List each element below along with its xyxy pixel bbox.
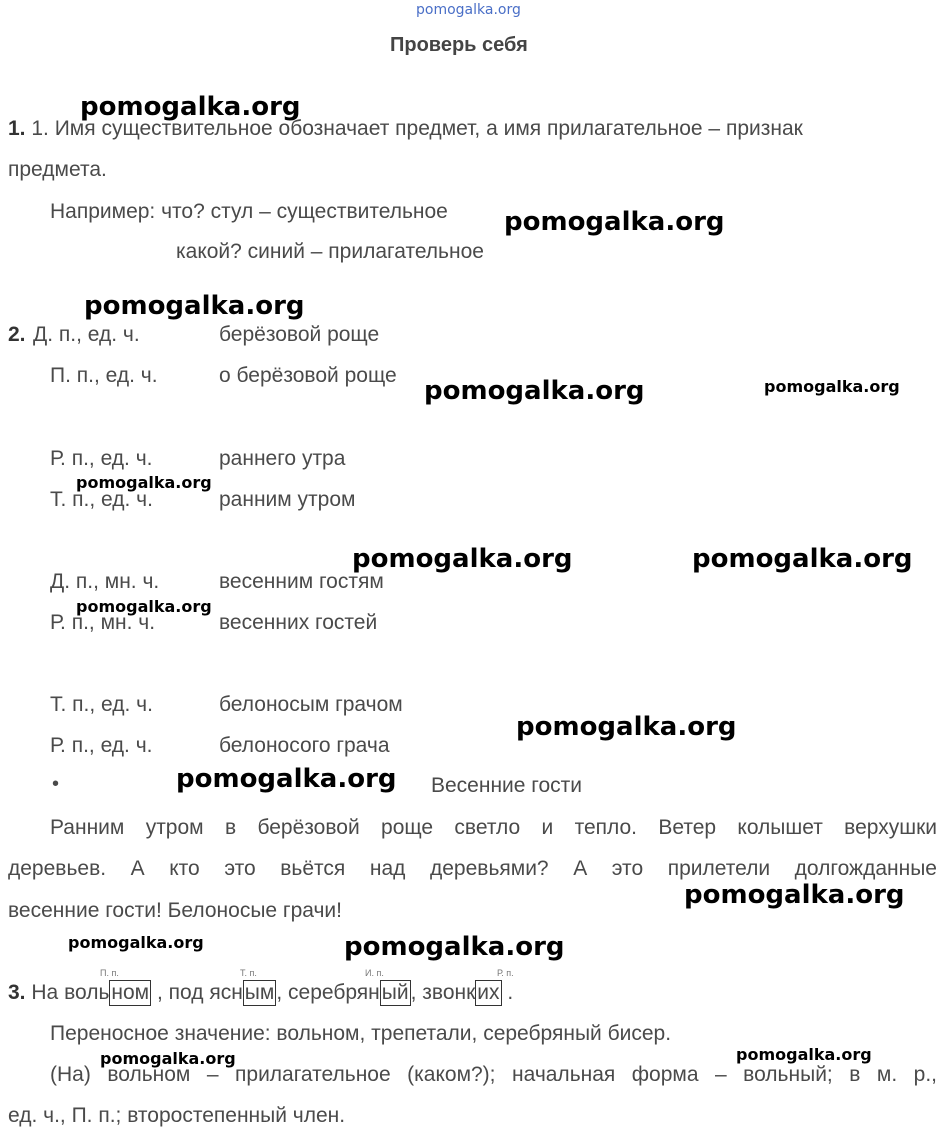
page-title: Проверь себя [390, 34, 528, 56]
story-line2: деревьев. А кто это вьётся над деревьями? А это прилетели долгожданные [8, 857, 937, 880]
case-label: Д. п., мн. ч. [50, 570, 160, 593]
case-superscript: Р. п. [497, 968, 514, 978]
case-label: Р. п., мн. ч. [50, 611, 156, 634]
watermark: pomogalka.org [76, 473, 212, 492]
word-serebryanyy [288, 981, 411, 1004]
ending-box: ый [381, 981, 409, 1004]
watermark: pomogalka.org [100, 1049, 236, 1068]
word-stem: серебрян [288, 981, 380, 1004]
word-volnom [64, 981, 151, 1004]
watermark: pomogalka.org [80, 92, 301, 122]
task3-phrase [8, 980, 513, 1006]
word-stem: звонк [422, 981, 476, 1004]
watermark: pomogalka.org [764, 377, 900, 396]
word-stem: воль [64, 981, 110, 1004]
word-yasnym [209, 981, 276, 1004]
word: , под [156, 981, 204, 1004]
phrase: весенних гостей [219, 611, 378, 634]
case-label: Т. п., ед. ч. [50, 693, 153, 716]
story-title: Весенние гости [431, 774, 583, 797]
site-link[interactable]: pomogalka.org [416, 2, 521, 18]
watermark: pomogalka.org [352, 544, 573, 574]
case-superscript: Т. п. [240, 968, 257, 978]
watermark: pomogalka.org [176, 764, 397, 794]
phrase: о берёзовой роще [219, 364, 397, 387]
task3-number: 3. [8, 981, 26, 1004]
word: На [31, 981, 59, 1004]
phrase: ранним утром [219, 488, 356, 511]
case-label: Т. п., ед. ч. [50, 488, 153, 511]
story-line3: весенние гости! Белоносые грачи! [8, 899, 342, 922]
story-line1: Ранним утром в берёзовой роще светло и тепло. Ветер колышет верхушки [50, 816, 937, 839]
watermark: pomogalka.org [516, 712, 737, 742]
task1-example-line1: Например: что? стул – существительное [50, 200, 448, 223]
ending-box: ым [244, 981, 275, 1004]
case-label: Р. п., ед. ч. [50, 734, 153, 757]
task1-number: 1. [8, 117, 26, 140]
phrase: белоносым грачом [219, 693, 403, 716]
analysis-line2: ед. ч., П. п.; второстепенный член. [8, 1104, 346, 1127]
watermark: pomogalka.org [692, 544, 913, 574]
ending-box: их [477, 981, 500, 1004]
task1-line2: предмета. [8, 158, 107, 181]
word-stem: ясн [209, 981, 243, 1004]
bullet-marker: • [52, 773, 60, 795]
phrase: белоносого грача [219, 734, 390, 757]
comma: , [276, 981, 283, 1004]
watermark: pomogalka.org [84, 291, 305, 321]
watermark: pomogalka.org [344, 932, 565, 962]
case-label: Д. п., ед. ч. [33, 323, 140, 346]
period: . [507, 981, 514, 1004]
phrase: весенним гостям [219, 570, 384, 593]
watermark: pomogalka.org [76, 597, 212, 616]
case-label: Р. п., ед. ч. [50, 447, 153, 470]
task1-text: 1. Имя существительное обозначает предмет, а имя прилагательное – признак [31, 117, 803, 140]
word-zvonkih [422, 981, 501, 1004]
ending-box: ном [111, 981, 150, 1004]
task1-example-line2: какой? синий – прилагательное [176, 240, 484, 263]
phrase: раннего утра [219, 447, 346, 470]
phrase: берёзовой роще [219, 323, 380, 346]
case-superscript: П. п. [100, 968, 119, 978]
analysis-line1: (На) вольном – прилагательное (каком?); начальная форма – вольный; в м. р., [50, 1063, 937, 1086]
watermark: pomogalka.org [68, 933, 204, 952]
comma: , [410, 981, 417, 1004]
figurative-meaning: Переносное значение: вольном, трепетали, серебряный бисер. [50, 1022, 672, 1045]
case-superscript: И. п. [365, 968, 384, 978]
watermark: pomogalka.org [736, 1045, 872, 1064]
watermark: pomogalka.org [504, 207, 725, 237]
watermark: pomogalka.org [424, 376, 645, 406]
watermark: pomogalka.org [684, 880, 905, 910]
task2-number: 2. [8, 323, 26, 346]
case-label: П. п., ед. ч. [50, 364, 158, 387]
